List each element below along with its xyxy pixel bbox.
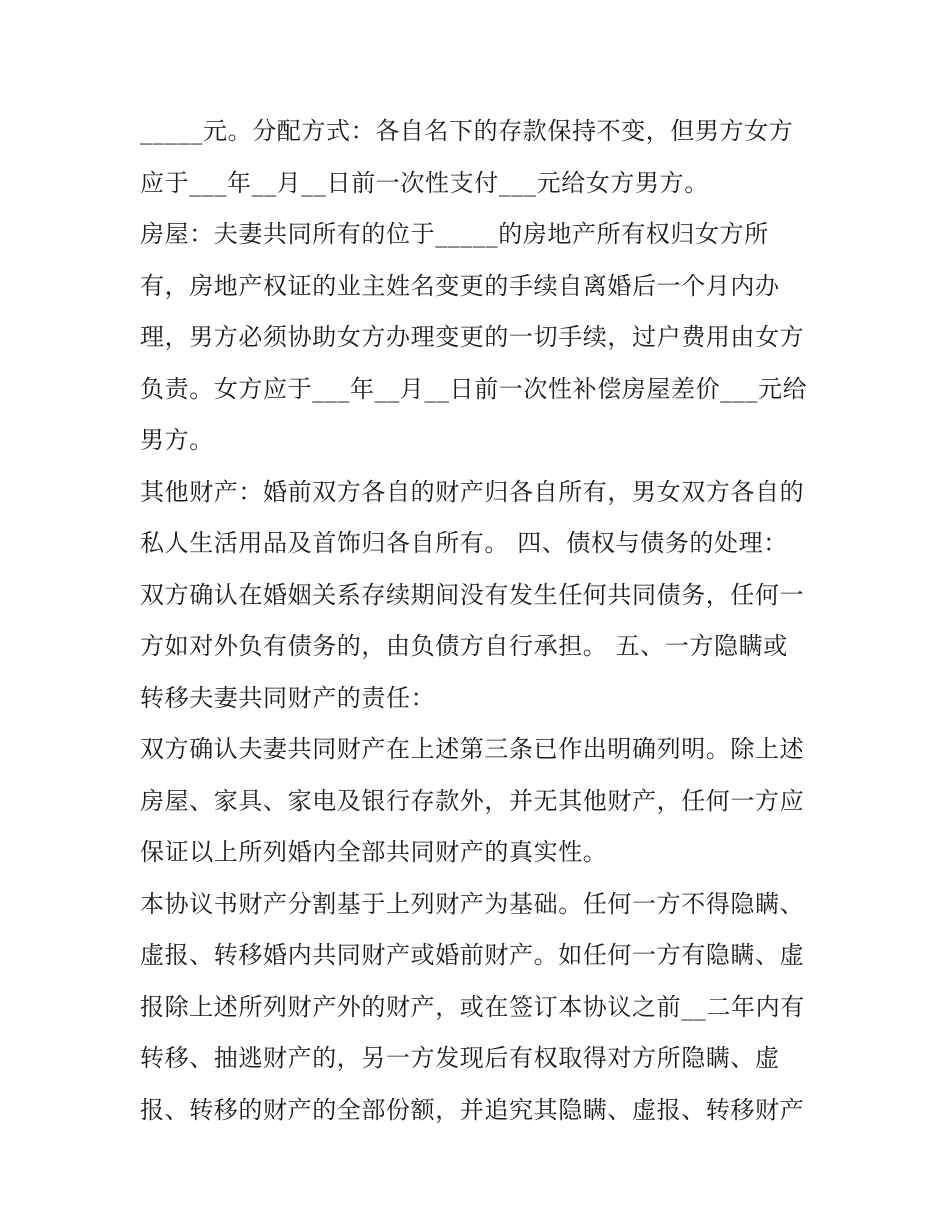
text-line: 应于___年__月__日前一次性支付___元给女方男方。 [140, 168, 709, 197]
text-line: 双方确认夫妻共同财产在上述第三条已作出明确列明。除上述 [140, 735, 805, 763]
text-line: 理，男方必须协助女方办理变更的一切手续，过户费用由女方 [140, 323, 805, 351]
text-line: 其他财产：婚前双方各自的财产归各自所有，男女双方各自的 [140, 477, 805, 506]
text-line: 保证以上所列婚内全部共同财产的真实性。 [140, 838, 608, 866]
text-line: 男方。 [140, 426, 214, 454]
text-line: 报、转移的财产的全部份额，并追究其隐瞒、虚报、转移财产 [140, 1095, 805, 1124]
text-line: 私人生活用品及首饰归各自所有。 四、债权与债务的处理： [140, 529, 788, 557]
text-line: 房屋：夫妻共同所有的位于_____的房地产所有权归女方所 [140, 220, 769, 248]
text-line: 双方确认在婚姻关系存续期间没有发生任何共同债务，任何一 [140, 580, 805, 609]
text-line: 转移、抽逃财产的，另一方发现后有权取得对方所隐瞒、虚 [140, 1044, 780, 1072]
text-line: 房屋、家具、家电及银行存款外，并无其他财产，任何一方应 [140, 786, 805, 815]
text-line: 有，房地产权证的业主姓名变更的手续自离婚后一个月内办 [140, 271, 780, 300]
text-line: 方如对外负有债务的，由负债方自行承担。 五、一方隐瞒或 [140, 632, 788, 660]
text-line: 本协议书财产分割基于上列财产为基础。任何一方不得隐瞒、 [140, 889, 805, 918]
text-line: 报除上述所列财产外的财产，或在签订本协议之前__二年内有 [140, 992, 805, 1021]
document-body-text [140, 106, 840, 1136]
text-line: 负责。女方应于___年__月__日前一次性补偿房屋差价___元给 [140, 374, 808, 403]
text-line: _____元。分配方式：各自名下的存款保持不变，但男方女方 [140, 117, 794, 145]
text-line: 转移夫妻共同财产的责任： [140, 683, 436, 712]
text-line: 虚报、转移婚内共同财产或婚前财产。如任何一方有隐瞒、虚 [140, 941, 805, 969]
